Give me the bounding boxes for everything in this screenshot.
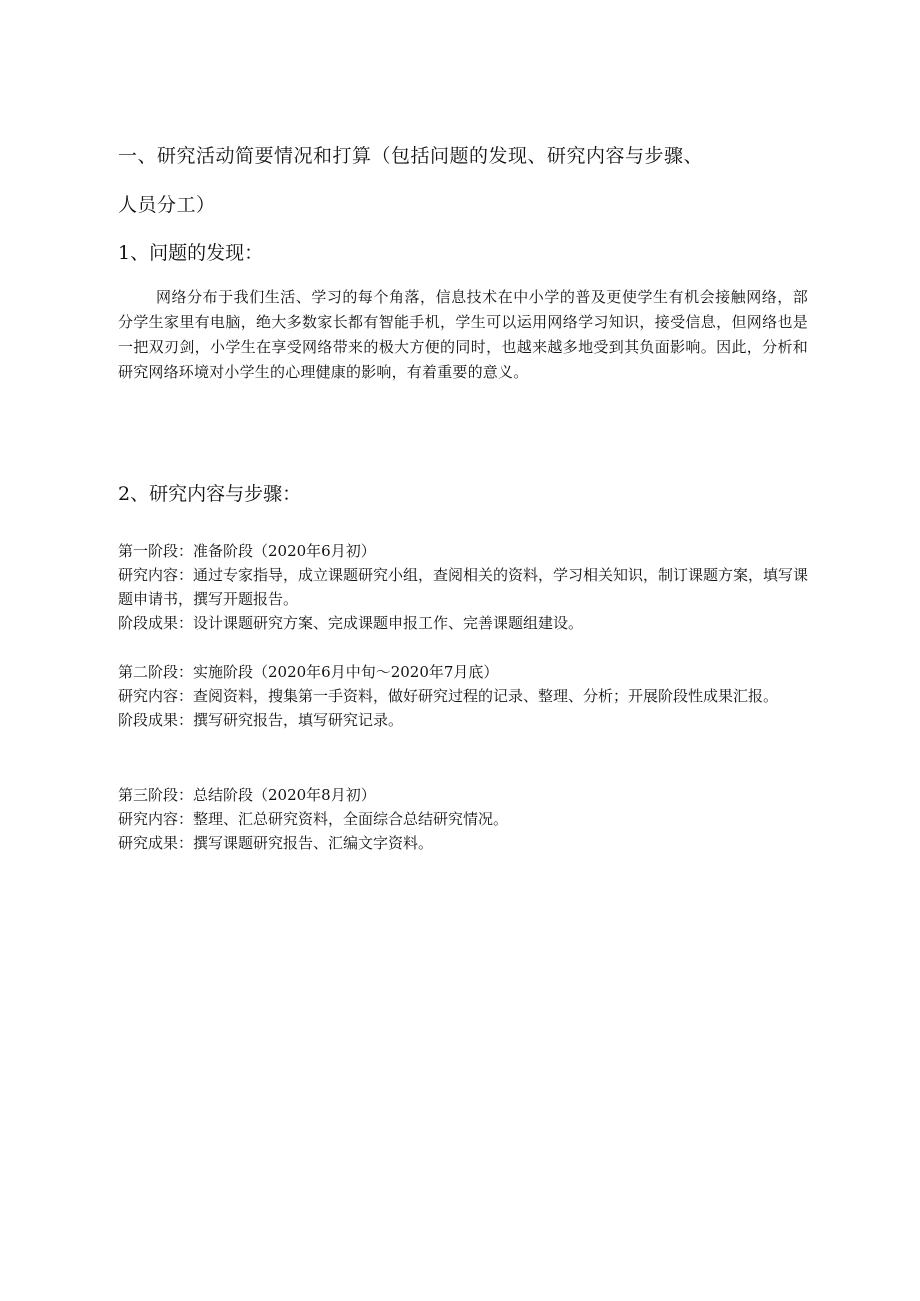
stage-block-1 (118, 539, 818, 635)
stage-1-content: 研究内容：通过专家指导，成立课题研究小组，查阅相关的资料，学习相关知识，制订课题方案，填写课题申请书，撰写开题报告。 (118, 566, 809, 608)
section-title-line2: 人员分工） (118, 194, 216, 216)
subsection-title-research-steps: 2、研究内容与步骤： (118, 483, 302, 505)
stage-3-title: 第三阶段：总结阶段（2020年8月初） (118, 786, 376, 804)
stage-block-2 (118, 660, 818, 732)
stage-block-3 (118, 783, 818, 855)
stage-2-title: 第二阶段：实施阶段（2020年6月中旬～2020年7月底） (118, 663, 499, 681)
stage-3-result: 研究成果：撰写课题研究报告、汇编文字资料。 (118, 834, 434, 852)
subsection-title-problem-discovery: 1、问题的发现： (118, 242, 264, 264)
stage-1-title: 第一阶段：准备阶段（2020年6月初） (118, 542, 376, 560)
section-title-line1: 一、研究活动简要情况和打算（包括问题的发现、研究内容与步骤、 (118, 145, 704, 167)
stage-3-content: 研究内容：整理、汇总研究资料，全面综合总结研究情况。 (118, 810, 509, 828)
problem-discovery-paragraph: 网络分布于我们生活、学习的每个角落，信息技术在中小学的普及更使学生有机会接触网络，部分学生家里有电脑，绝大多数家长都有智能手机，学生可以运用网络学习知识，接受信息，但网络也是一把双刃剑，小学生在享受网络带来的极大方便的同时，也越来越多地受到其负面影响。因此，分析和研究网络环境对小学生的心理健康的影响，有着重要的意义。 (118, 288, 808, 381)
stage-2-result: 阶段成果：撰写研究报告，填写研究记录。 (118, 711, 404, 729)
stage-1-result: 阶段成果：设计课题研究方案、完成课题申报工作、完善课题组建设。 (118, 614, 584, 632)
stage-2-content: 研究内容：查阅资料，搜集第一手资料，做好研究过程的记录、整理、分析；开展阶段性成果汇报。 (118, 687, 779, 705)
